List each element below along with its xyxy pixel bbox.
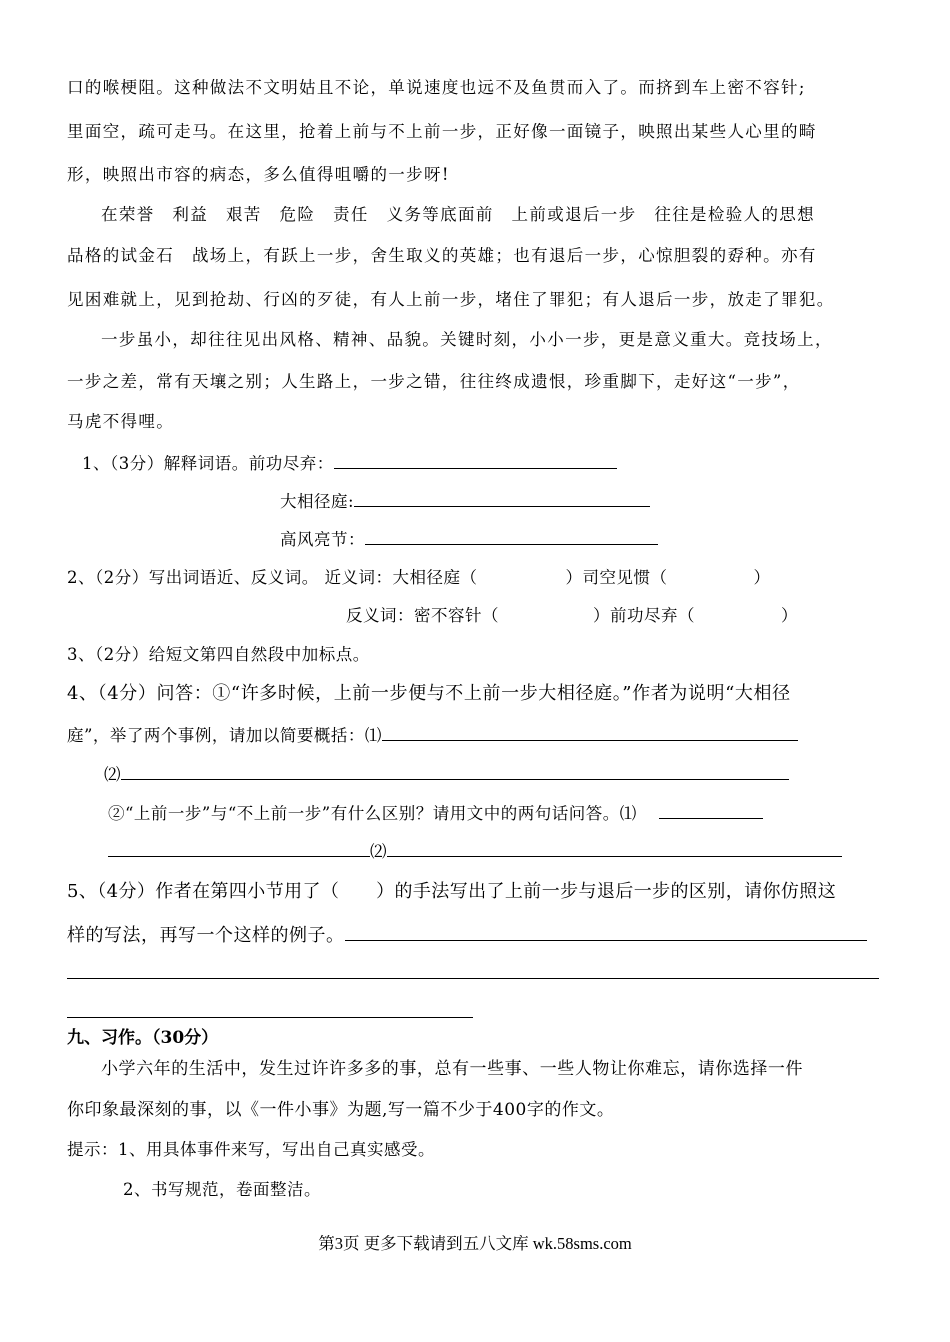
composition-line-1: 小学六年的生活中，发生过许许多多的事，总有一些事、一些人物让你难忘，请你选择一件 xyxy=(101,1059,803,1079)
question-1 xyxy=(82,454,617,474)
answer-blank-q4-5[interactable] xyxy=(387,842,842,857)
answer-blank-q5-1[interactable] xyxy=(345,926,867,941)
question-4-line-4-text: ②“上前一步”与“不上前一步”有什么区别？请用文中的两句话问答。⑴ xyxy=(108,804,637,823)
question-4-line-3 xyxy=(104,765,789,785)
question-1-term-3-label: 高风亮节： xyxy=(280,530,365,549)
question-2-synonym-mid: ）司空见惯（ xyxy=(565,568,668,587)
question-5-line-2 xyxy=(67,926,867,946)
answer-blank-q1-2[interactable] xyxy=(354,492,650,507)
answer-blank-q1-1[interactable] xyxy=(334,454,617,469)
passage-line-4: 在荣誉 利益 艰苦 危险 责任 义务等底面前 上前或退后一步 往往是检验人的思想 xyxy=(101,205,815,224)
question-2-synonym-prefix: 2、（2分）写出词语近、反义词。 近义词：大相径庭（ xyxy=(67,568,478,587)
question-1-term-2 xyxy=(280,492,650,512)
question-2-antonym-end: ） xyxy=(781,606,798,625)
answer-line-q5-2[interactable] xyxy=(67,978,879,979)
passage-line-8: 一步之差，常有天壤之别；人生路上，一步之错，往往终成遗恨，珍重脚下，走好这“一步”， xyxy=(67,372,801,391)
composition-hint-1: 提示：1、用具体事件来写，写出自己真实感受。 xyxy=(67,1140,435,1159)
question-4-line-2-text: 庭”，举了两个事例，请加以简要概括：⑴ xyxy=(67,726,382,745)
question-5-line-2-text: 样的写法，再写一个这样的例子。 xyxy=(67,925,345,946)
answer-blank-q4-1[interactable] xyxy=(382,726,798,741)
passage-line-3: 形，映照出市容的病态，多么值得咀嚼的一步呀! xyxy=(67,165,450,184)
question-1-prefix: 1、（3分）解释词语。前功尽弃： xyxy=(82,454,334,473)
question-4-line-2 xyxy=(67,726,798,746)
question-2-antonym-prefix: 反义词：密不容针（ xyxy=(346,606,499,625)
answer-blank-q4-3[interactable] xyxy=(659,804,763,819)
question-4-line-5-marker: ⑵ xyxy=(370,842,387,861)
composition-line-2: 你印象最深刻的事，以《一件小事》为题,写一篇不少于400字的作文。 xyxy=(67,1100,615,1120)
passage-line-6: 见困难就上，见到抢劫、行凶的歹徒，有人上前一步，堵住了罪犯；有人退后一步，放走了罪犯。 xyxy=(67,290,835,309)
answer-line-q5-3[interactable] xyxy=(67,1017,473,1018)
question-4-line-4 xyxy=(108,804,763,824)
question-5-line-1: 5、（4分）作者在第四小节用了（ ）的手法写出了上前一步与退后一步的区别，请你仿照这 xyxy=(67,881,837,902)
question-2-line-2 xyxy=(346,606,798,626)
page-footer: 第3页 更多下载请到五八文库 wk.58sms.com xyxy=(318,1234,632,1253)
question-3: 3、（2分）给短文第四自然段中加标点。 xyxy=(67,645,370,664)
question-1-term-2-label: 大相径庭: xyxy=(280,492,355,511)
passage-line-7: 一步虽小，却往往见出风格、精神、品貌。关键时刻，小小一步，更是意义重大。竞技场上， xyxy=(101,330,833,349)
passage-line-2: 里面空，疏可走马。在这里，抢着上前与不上前一步，正好像一面镜子，映照出某些人心里的畸 xyxy=(67,122,817,141)
question-2-synonym-end: ） xyxy=(753,568,771,587)
answer-blank-q4-4[interactable] xyxy=(108,842,370,857)
answer-blank-q1-3[interactable] xyxy=(365,530,658,545)
answer-blank-q4-2[interactable] xyxy=(121,765,789,780)
question-2-line-1 xyxy=(67,568,771,588)
question-1-term-3 xyxy=(280,530,658,550)
passage-line-9: 马虎不得哩。 xyxy=(67,412,175,431)
passage-line-5: 品格的试金石 战场上，有跃上一步，舍生取义的英雄；也有退后一步，心惊胆裂的孬种。亦有 xyxy=(67,246,817,265)
question-2-antonym-mid: ）前功尽弃（ xyxy=(593,606,695,625)
question-4-line-3-marker: ⑵ xyxy=(104,765,121,784)
question-4-line-1: 4、（4分）问答：①“许多时候，上前一步便与不上前一步大相径庭。”作者为说明“大相径 xyxy=(67,683,791,704)
passage-line-1: 口的喉梗阻。这种做法不文明姑且不论，单说速度也远不及鱼贯而入了。而挤到车上密不容针; xyxy=(67,78,806,97)
composition-heading: 九、习作。（30分） xyxy=(67,1028,219,1048)
composition-hint-2: 2、书写规范，卷面整洁。 xyxy=(123,1180,321,1199)
question-4-line-5 xyxy=(108,842,842,862)
